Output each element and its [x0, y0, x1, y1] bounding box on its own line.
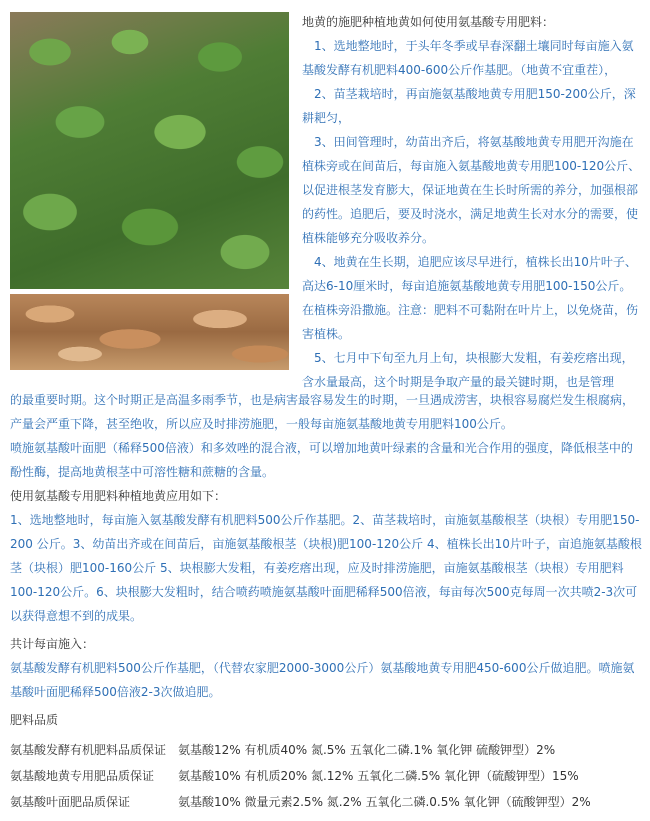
paragraph-usage-steps: 1、选地整地时，每亩施入氨基酸发酵有机肥料500公斤作基肥。2、苗茎栽培时，亩施氨基酸根茎（块根）专用肥150-200 公斤。3、幼苗出齐或在间苗后，亩施氨基酸根茎（块根)肥100-120公斤 4、植株长出10片叶子，亩追施氨基酸根茎（块根）肥100-160公斤 5、块根膨大发粗，有姜疙瘩出现，应及时排涝施肥，亩施氨基酸根茎（块根）专用肥料100-120公斤。6、块根膨大发粗时，结合喷药喷施氨基酸叶面肥稀释500倍液，每亩每次500克每周一次共喷2-3次可以获得意想不到的成果。 [10, 513, 642, 623]
spec-name: 氨基酸发酵有机肥料品质保证 [10, 743, 167, 757]
spec-values: 氨基酸10% 有机质20% 氮.12% 五氧化二磷.5% 氧化钾（硫酸钾型）15% [178, 769, 579, 783]
step-5: 5、七月中下旬至九月上旬，块根膨大发粗，有姜疙瘩出现，含水量最高，这个时期是争取产量的最关键时期，也是管理 [302, 351, 634, 389]
step-2: 2、苗茎栽培时，再亩施氨基酸地黄专用肥150-200公斤，深耕耙匀， [302, 87, 636, 125]
paragraph-critical-period: 的最重要时期。这个时期正是高温多雨季节，也是病害最容易发生的时期，一旦遇成涝害，块根容易腐烂发生根腐病，产量会严重下降，甚至绝收，所以应及时排涝施肥，一般每亩施氨基酸地黄专用肥料100公斤。 [10, 393, 635, 431]
intro-column [302, 10, 642, 394]
spec-row [10, 764, 642, 788]
paragraph-total-heading: 共计每亩施入： [10, 637, 95, 651]
section-heading: 地黄的施肥种植地黄如何使用氨基酸专用肥料： [302, 15, 555, 29]
spec-name: 氨基酸地黄专用肥品质保证 [10, 769, 155, 783]
paragraph-foliar-spray: 喷施氨基酸叶面肥（稀释500倍液）和多效唑的混合液，可以增加地黄叶绿素的含量和光合作用的强度，降低根茎中的酚性酶，提高地黄根茎中可溶性糖和蔗糖的含量。 [10, 441, 633, 479]
spec-row [10, 738, 642, 762]
spec-row [10, 790, 642, 814]
spec-values: 氨基酸10% 微量元素2.5% 氮.2% 五氧化二磷.0.5% 氧化钾（硫酸钾型）2% [178, 795, 591, 809]
paragraph-usage-heading: 使用氨基酸专用肥料种植地黄应用如下： [10, 489, 227, 503]
step-4: 4、地黄在生长期，追肥应该尽早进行，植株长出10片叶子、高达6-10厘米时，每亩追施氨基酸地黄专用肥100-150公斤。在植株旁沿撒施。注意：肥料不可黏附在叶片上，以免烧苗，伤害植株。 [302, 255, 639, 341]
plant-leaves-photo [10, 12, 289, 289]
spec-name: 氨基酸叶面肥品质保证 [10, 795, 131, 809]
root-tubers-photo [10, 294, 289, 370]
paragraph-total: 氨基酸发酵有机肥料500公斤作基肥，（代替农家肥2000-3000公斤）氨基酸地黄专用肥450-600公斤做追肥。喷施氨基酸叶面肥稀释500倍液2-3次做追肥。 [10, 661, 635, 699]
step-1: 1、选地整地时，于头年冬季或早春深翻土壤同时每亩施入氨基酸发酵有机肥料400-600公斤作基肥。（地黄不宜重茬）， [302, 39, 634, 77]
paragraph-quality-heading: 肥料品质 [10, 713, 59, 727]
step-3: 3、田间管理时，幼苗出齐后，将氨基酸地黄专用肥开沟施在植株旁或在间苗后，每亩施入氨基酸地黄专用肥100-120公斤、以促进根茎发育膨大，保证地黄在生长时所需的养分，加强根部的药性。追肥后，要及时浇水，满足地黄生长对水分的需要，使植株能够充分吸收养分。 [302, 135, 641, 245]
spec-values: 氨基酸12% 有机质40% 氮.5% 五氧化二磷.1% 氧化钾 硫酸钾型）2% [178, 743, 556, 757]
body-text [10, 388, 642, 732]
